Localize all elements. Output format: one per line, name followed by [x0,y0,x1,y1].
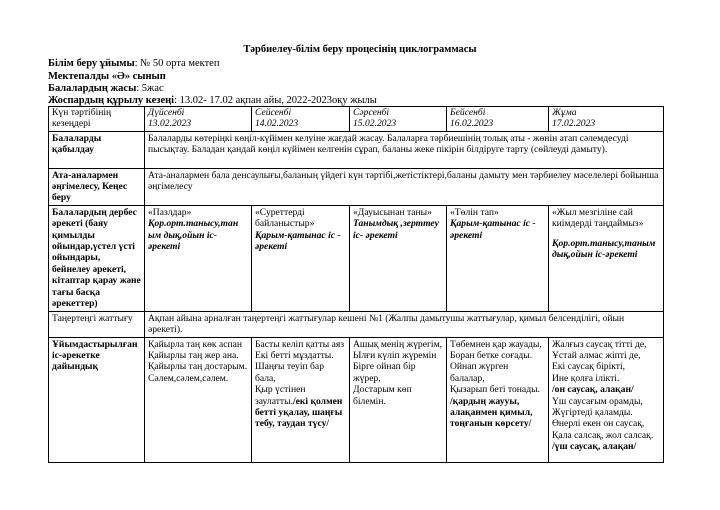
poem-movement: /қардың жаууы, алақанмен қимыл, тоңғанын көрсету/ [450,395,533,430]
day-name: Сәрсенбі [353,107,390,118]
row-label: Ата-аналармен әңгімелесу, Кеңес беру [49,168,145,205]
meta-group [48,71,166,84]
day-name: Жұма [552,107,577,118]
poem-line: Қайырлы таң жер ана. [148,350,239,362]
activity-cell [350,205,447,311]
poem-line: Ине қолға ілікті. [552,372,620,384]
row-reception [49,131,664,168]
activity-type: Танымдық ,зерттеу іс- әрекеті [353,218,439,241]
poem-movement: /он саусақ, алақан/ [552,384,634,396]
poem-line: Сәлем,сәлем,сәлем. [148,372,229,384]
poem-cell [447,337,549,462]
header-day-tuesday [252,107,350,132]
row-text: Ақпан айына арналған таңертеңгі жаттығулар кешені №1 (Жалпы дамытушы жаттығулар, қимыл белсенділігі, ойын әрекеті). [145,311,664,337]
poem-line: Достарым көп білемін. [353,384,412,407]
activity-title: «Жыл мезгіліне сай киімдерді таңдаймыз» [552,206,644,230]
activity-title: «Суреттерді байланыстыр» [255,206,315,230]
header-day-monday [145,107,252,132]
meta-org [48,58,219,71]
poem-line: Екі саусақ бірікті, [552,361,626,373]
document-title: Тәрбиелеу-білім беру процесінің циклограммасы [243,44,477,55]
poem-line: Басты келіп қатты аяз [255,338,345,350]
activity-cell [252,205,350,311]
row-label: Балалардың дербес әрекеті (баяу қимылды ойындар,үстел үсті ойындары, бейнелеу әрекеті, кітаптар қарау және тағы басқа әрекеттер) [49,205,145,311]
activity-type: Қарым-қатынас іс - әрекеті [255,229,341,253]
poem-cell [350,337,447,462]
meta-age [48,83,164,96]
header-first-col-line1: Күн тәртібінің [52,107,112,118]
row-label: Ұйымдастырылған іс-әрекетке дайындық [49,337,145,462]
day-name: Дүйсенбі [148,107,185,118]
row-label: Таңертеңгі жаттығу [49,311,145,337]
day-date: 16.02.2023 [450,117,494,129]
activity-cell [549,205,664,311]
meta-period-value: : 13.02- 17.02 ақпан айы, 2022-2023оқу жылы [174,95,377,106]
activity-title: «Дауысынан таны» [353,206,432,218]
poem-line: Қыр үстінен заулатты. [255,384,306,407]
day-date: 17.02.2023 [552,117,596,129]
row-organized [49,337,664,462]
row-text: Ата-аналармен бала денсаулығы,баланың үйдегі күн тәртібі,жетістіктері,баланы дамыту мен тәрбиелеу мәселелері бойынша әңгімелесу [145,168,664,205]
poem-line: Қызарып беті тонады. [450,384,540,396]
header-first-col-line2: кезеңдері [52,117,91,129]
poem-line: Екі бетті мұздатты. [255,350,334,362]
activity-type: Қор.орт.танысу,тан ым дық,ойын іс-әрекеті [148,218,239,253]
day-date: 13.02.2023 [148,117,192,129]
header-row [49,107,664,132]
poem-line: Шаңғы теуіп бар бала, [255,361,324,384]
poem-line: Жүгіртеді қаламды. [552,407,633,419]
poem-line: Ұстай алмас жіпті де, [552,350,641,362]
poem-movement: /үш саусақ, алақан/ [552,441,637,453]
poem-line: Бірге ойнап бір жүрер, [353,361,416,384]
poem-cell [252,337,350,462]
row-independent [49,205,664,311]
poem-line: Төбемнен қар жауады, [450,338,542,350]
row-parents [49,168,664,205]
activity-cell [447,205,549,311]
poem-line: Өнерлі екен он саусақ, [552,418,645,430]
poem-line: Қайырла таң көк аспан [148,338,243,350]
poem-line: Жалғыз саусақ тітті де, [552,338,647,350]
poem-cell [145,337,252,462]
activity-title: «Төлін тап» [450,206,499,218]
meta-period-label: Жоспардың құрылу кезеңі [48,95,175,106]
poem-movement: /екі қолмен бетті уқалау, шаңғы тебу, таудан түсу/ [255,395,343,430]
poem-line: Ылғи күліп жүремін [353,350,437,362]
activity-cell [145,205,252,311]
poem-line: Ойнап жүрген балалар, [450,361,509,384]
row-text: Балаларды көтеріңкі көңіл-күйімен келуіне жағдай жасау. Балаларға тәрбиешінің толық аты - жөнін атап сәлемдесуді пысықтау. Баладан қандай көңіл күйімен келгенін сұрап, баланы жеке пікірін білдіруге тарту (сөйлеуді дамыту). [145,131,664,168]
meta-age-label: Балалардың жасы [48,83,137,94]
activity-title: «Пазлдар» [148,206,192,218]
row-label: Балаларды қабылдау [49,131,145,168]
activity-type: Қор.орт.танысу,таным дық,ойын іс-әрекеті [552,237,656,261]
poem-line: Қайырлы таң достарым. [148,361,248,373]
meta-age-value: : 5жас [136,83,164,94]
header-day-thursday [447,107,549,132]
header-day-wednesday [350,107,447,132]
meta-group-label: Мектепалды «Ә» сынып [48,70,166,82]
poem-line: Ашық менің жүрегім, [353,338,443,350]
poem-cell [549,337,664,462]
schedule-table [48,106,664,463]
poem-line: Қала салсақ, жол салсақ. [552,429,654,441]
day-name: Сейсенбі [255,107,292,118]
header-day-friday [549,107,664,132]
meta-org-label: Білім беру ұйымы [48,58,135,69]
poem-line: Үш саусағым орамды, [552,395,643,407]
poem-line: Боран бетке соғады. [450,350,533,362]
day-date: 15.02.2023 [353,117,397,129]
meta-org-value: : № 50 орта мектеп [134,58,220,69]
activity-type: Қарым-қатынас іс - әрекеті [450,218,536,241]
row-exercise [49,311,664,337]
header-first-col [49,107,145,132]
day-date: 14.02.2023 [255,117,299,129]
day-name: Бейсенбі [450,107,486,118]
